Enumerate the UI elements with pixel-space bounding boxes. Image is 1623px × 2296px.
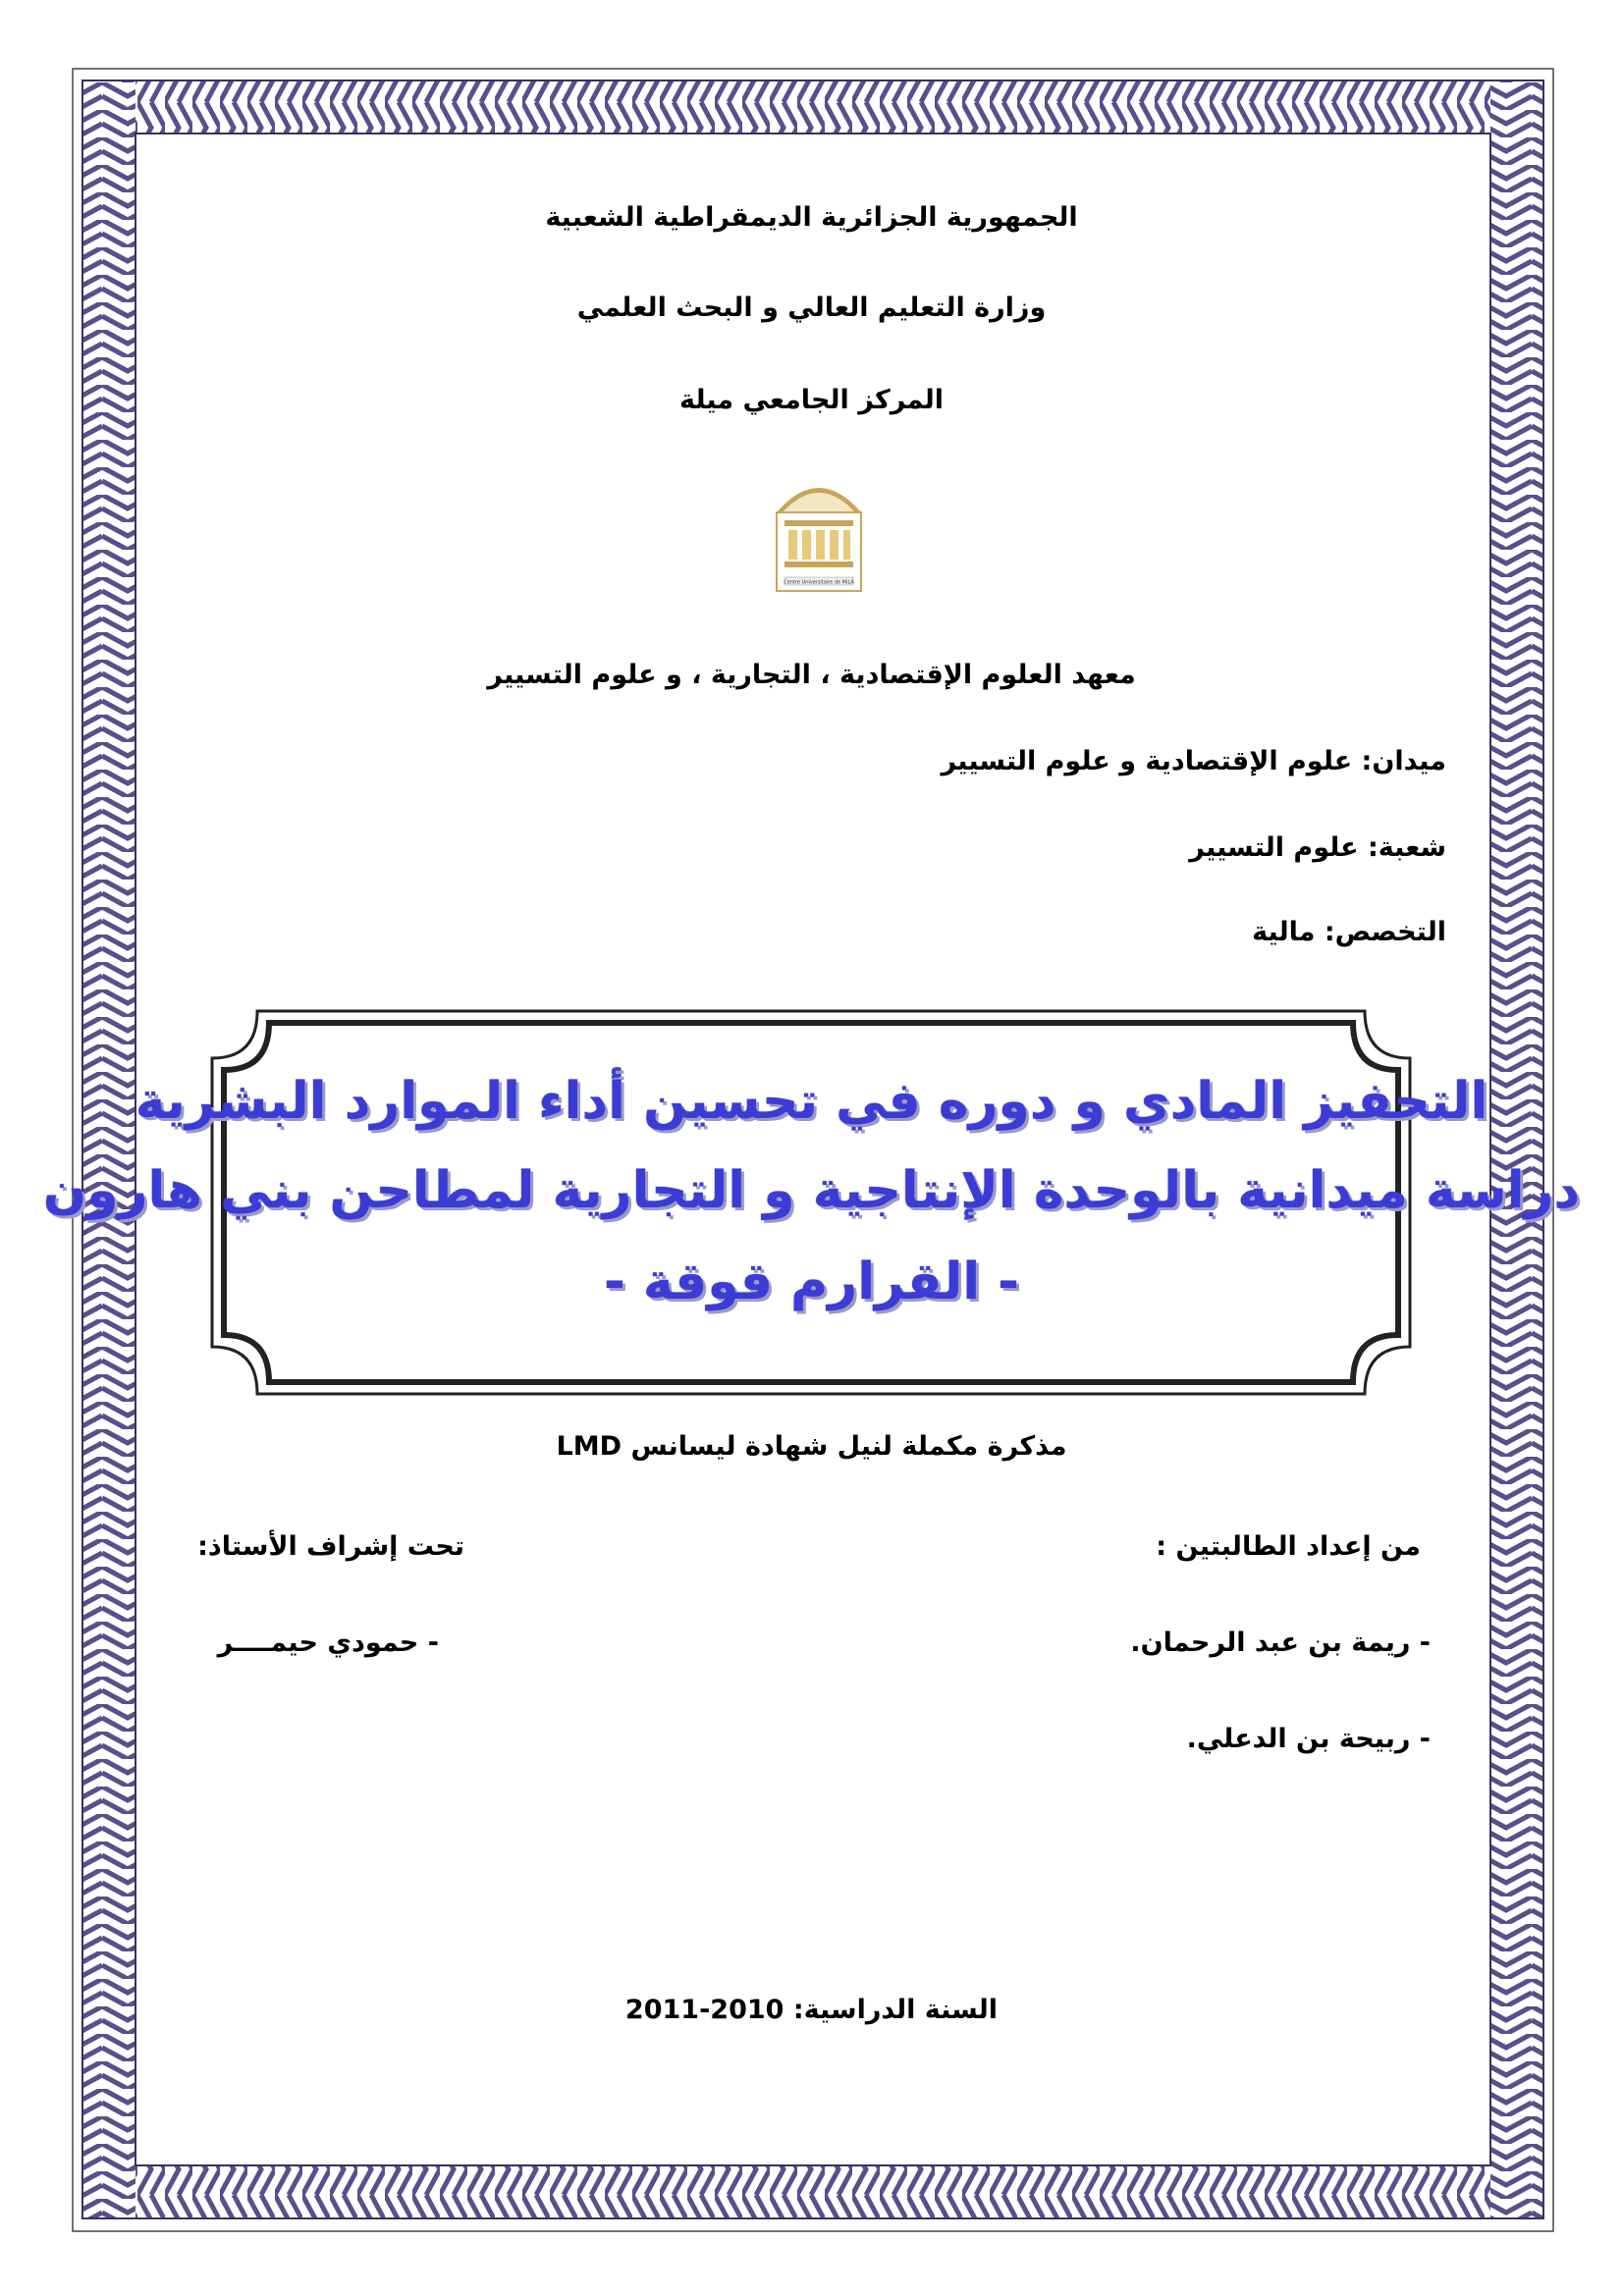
student-name: - ريمة بن عبد الرحمان. <box>1130 1628 1431 1658</box>
university-logo <box>771 469 867 597</box>
logo-caption: Centre Universitaire de MILA <box>784 579 854 586</box>
ministry-name: وزارة التعليم العالي و البحث العلمي <box>576 293 1047 323</box>
thesis-title-line3: - القرارم قوقة - <box>604 1253 1019 1311</box>
specialty-label: التخصص: مالية <box>1252 917 1446 947</box>
academic-year: السنة الدراسية: 2010-2011 <box>624 1995 999 2025</box>
degree-statement: مذكرة مكملة لنيل شهادة ليسانس LMD <box>556 1431 1067 1462</box>
supervisor-label: تحت إشراف الأستاذ: <box>197 1531 464 1562</box>
student-name: - ربيحة بن الدعلي. <box>1186 1724 1431 1754</box>
thesis-title-line2: دراسة ميدانية بالوحدة الإنتاجية و التجارية لمطاحن بني هارون <box>42 1161 1581 1220</box>
prepared-by-label: من إعداد الطالبتين : <box>1156 1531 1421 1562</box>
branch-label: شعبة: علوم التسيير <box>1189 832 1446 863</box>
institute-name: معهد العلوم الإقتصادية ، التجارية ، و علوم التسيير <box>487 660 1136 690</box>
thesis-title-line1: التحفيز المادي و دوره في تحسين أداء الموارد البشرية <box>135 1072 1488 1131</box>
university-name: المركز الجامعي ميلة <box>679 385 944 415</box>
supervisor-name: - حمودي حيمــــر <box>217 1628 439 1658</box>
republic-name: الجمهورية الجزائرية الديمقراطية الشعبية <box>545 202 1078 233</box>
field-label: ميدان: علوم الإقتصادية و علوم التسيير <box>941 746 1446 776</box>
